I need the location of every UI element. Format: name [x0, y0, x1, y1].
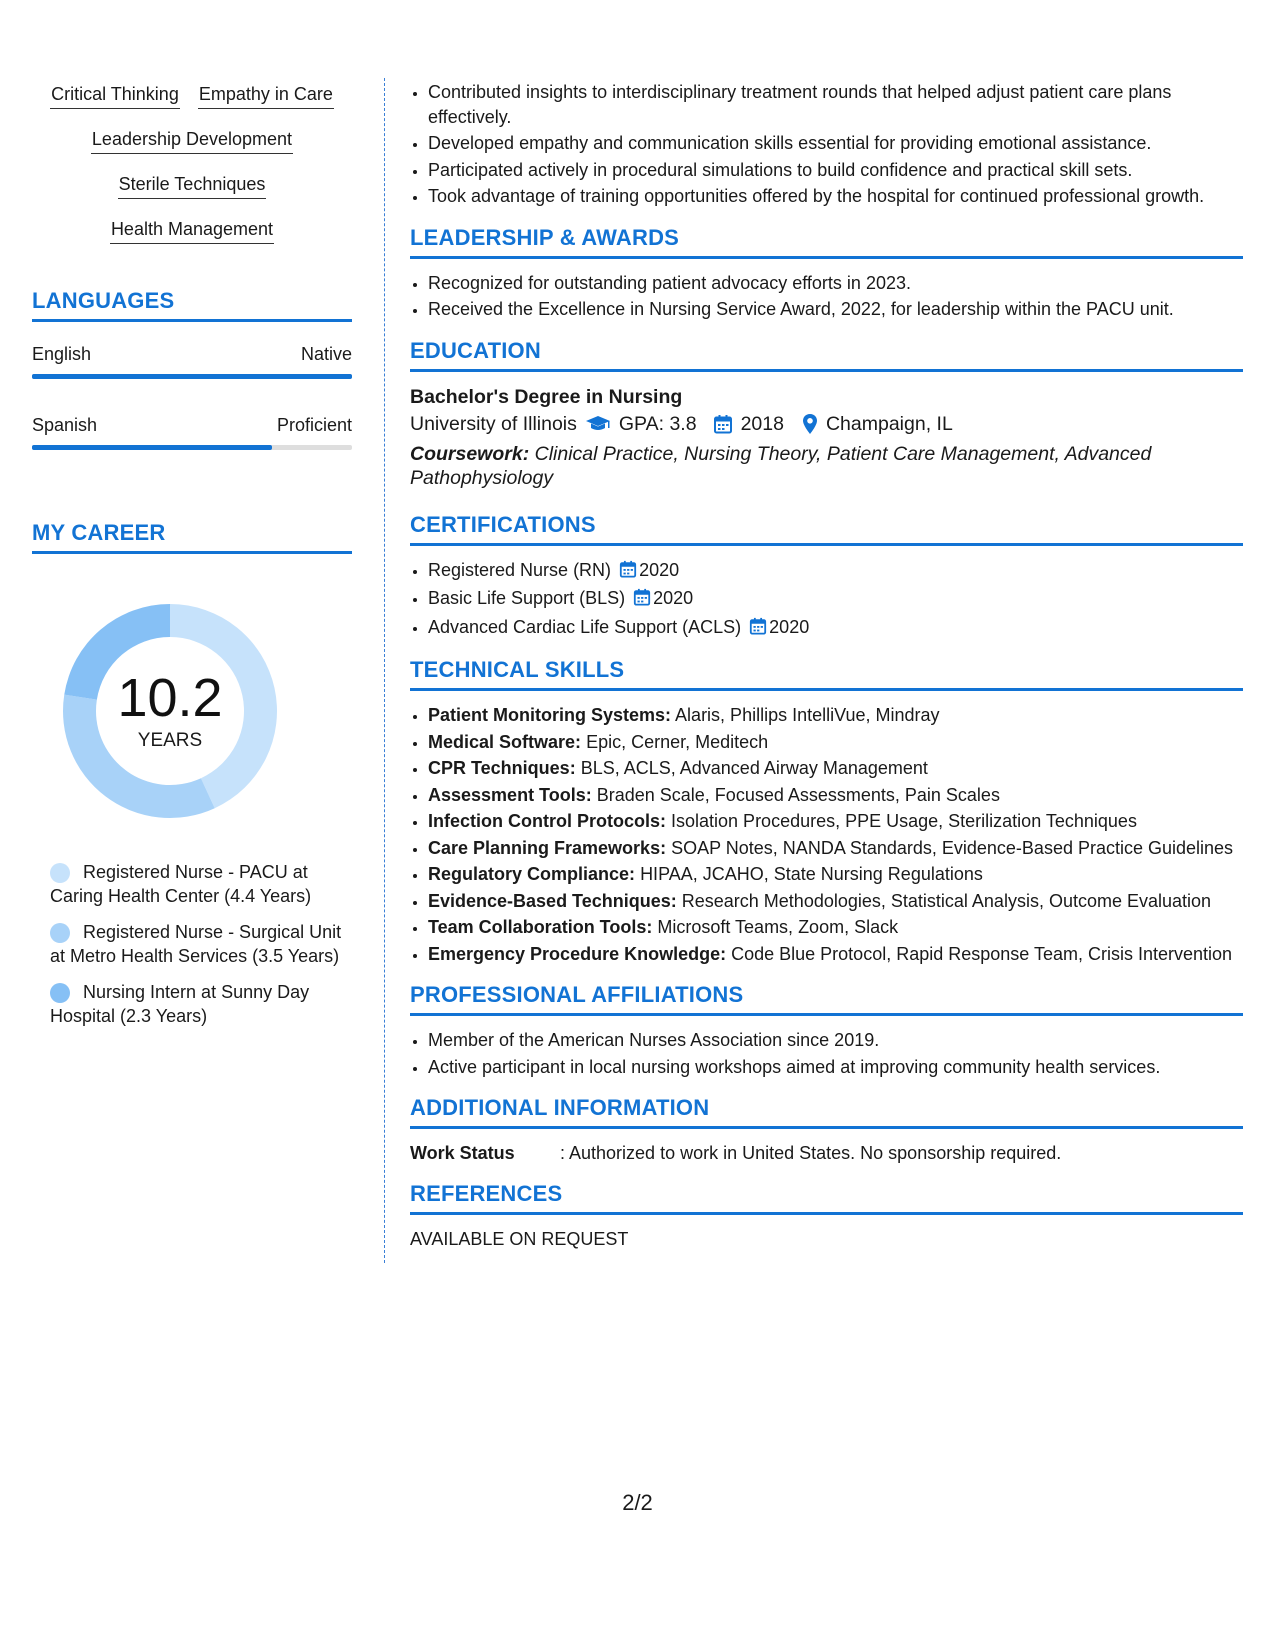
skill-item	[428, 703, 1243, 728]
certification-item	[428, 586, 1243, 613]
skill-tag: Sterile Techniques	[118, 172, 267, 199]
language-bar-fill	[32, 445, 272, 450]
references-section	[410, 1181, 1243, 1251]
skill-tag: Health Management	[110, 217, 274, 244]
language-bar-fill	[32, 374, 352, 379]
skill-tag: Critical Thinking	[50, 82, 180, 109]
skill-label: Care Planning Frameworks:	[428, 837, 667, 858]
list-item: • Took advantage of training opportunities offered by the hospital for continued professional growth.	[428, 184, 1243, 209]
references-title: REFERENCES	[410, 1181, 1243, 1215]
skill-label: Regulatory Compliance:	[428, 864, 636, 884]
technical-skills-section	[410, 657, 1243, 966]
degree: Bachelor's Degree in Nursing	[410, 385, 683, 408]
career-legend-item	[50, 860, 352, 908]
skill-tag: Leadership Development	[91, 127, 293, 154]
left-column	[32, 82, 352, 1040]
education-title: EDUCATION	[410, 338, 1243, 372]
certification-year: 2020	[769, 616, 810, 637]
affiliations-section	[410, 982, 1243, 1079]
skill-item	[428, 915, 1243, 940]
skill-value: Microsoft Teams, Zoom, Slack	[657, 917, 899, 937]
skill-value: Research Methodologies, Statistical Analysis, Outcome Evaluation	[681, 890, 1212, 911]
language-bar	[32, 374, 352, 379]
language-name: Spanish	[32, 415, 98, 435]
career-legend-item	[50, 980, 352, 1028]
career-total-years: 10.2	[117, 668, 223, 728]
career-legend	[32, 860, 352, 1028]
calendar-icon	[633, 588, 651, 613]
skill-item	[428, 809, 1243, 834]
experience-bullets	[410, 80, 1243, 209]
legend-label: Registered Nurse - Surgical Unit at Metro Health Services (3.5 Years)	[50, 922, 342, 966]
graduation-year: 2018	[740, 412, 784, 435]
skill-value: Code Blue Protocol, Rapid Response Team, Crisis Intervention	[731, 943, 1233, 964]
awards-section	[410, 225, 1243, 322]
page-number: 2/2	[622, 1490, 653, 1515]
education-section	[410, 338, 1243, 490]
languages-title: LANGUAGES	[32, 288, 352, 322]
list-item: • Member of the American Nurses Association since 2019.	[428, 1028, 1243, 1053]
language-level: Native	[300, 344, 352, 364]
career-section	[32, 520, 352, 1028]
skill-item	[428, 730, 1243, 755]
skill-label: CPR Techniques:	[428, 758, 576, 778]
legend-dot	[50, 983, 70, 1003]
skill-value: SOAP Notes, NANDA Standards, Evidence-Based Practice Guidelines	[671, 837, 1234, 858]
career-donut-chart	[55, 596, 285, 826]
career-years-unit: YEARS	[137, 730, 203, 751]
skill-tag: Empathy in Care	[198, 82, 334, 109]
legend-dot	[50, 923, 70, 943]
certifications-title: CERTIFICATIONS	[410, 512, 1243, 546]
graduation-cap-icon	[585, 415, 611, 433]
coursework	[410, 442, 1243, 490]
skill-value: Isolation Procedures, PPE Usage, Sterilization Techniques	[671, 811, 1137, 831]
calendar-icon	[619, 560, 637, 585]
calendar-icon	[713, 414, 733, 434]
skill-label: Emergency Procedure Knowledge:	[428, 943, 727, 964]
skill-value: HIPAA, JCAHO, State Nursing Regulations	[640, 864, 983, 884]
location: Champaign, IL	[825, 412, 953, 435]
language-spanish	[32, 413, 352, 450]
right-column	[410, 80, 1243, 1251]
language-bar	[32, 445, 352, 450]
career-title: MY CAREER	[32, 520, 352, 554]
list-item: • Participated actively in procedural simulations to build confidence and practical skill sets.	[428, 158, 1243, 183]
skill-value: Alaris, Phillips IntelliVue, Mindray	[675, 705, 940, 725]
awards-title: LEADERSHIP & AWARDS	[410, 225, 1243, 259]
location-pin-icon	[802, 413, 818, 435]
certification-year: 2020	[653, 588, 694, 608]
coursework-list: Clinical Practice, Nursing Theory, Patient Care Management, Advanced Pathophysiology	[410, 442, 1152, 489]
certification-name: Basic Life Support (BLS)	[428, 588, 626, 608]
list-item: • Received the Excellence in Nursing Service Award, 2022, for leadership within the PACU unit.	[428, 297, 1243, 322]
list-item: • Active participant in local nursing workshops aimed at improving community health services.	[428, 1055, 1243, 1080]
column-divider	[384, 78, 385, 1263]
skill-value: Braden Scale, Focused Assessments, Pain Scales	[596, 784, 1000, 805]
gpa: GPA: 3.8	[618, 412, 697, 435]
list-item: • Recognized for outstanding patient advocacy efforts in 2023.	[428, 271, 1243, 296]
references-text: AVAILABLE ON REQUEST	[410, 1229, 629, 1249]
certification-name: Registered Nurse (RN)	[428, 559, 612, 580]
list-item: • Contributed insights to interdisciplinary treatment rounds that helped adjust patient care plans effectively.	[428, 80, 1243, 129]
work-status-value: : Authorized to work in United States. No sponsorship required.	[560, 1143, 1062, 1163]
language-name: English	[32, 344, 92, 364]
skill-value: Epic, Cerner, Meditech	[586, 731, 769, 752]
skill-item	[428, 783, 1243, 808]
languages-section	[32, 288, 352, 450]
skill-label: Team Collaboration Tools:	[428, 917, 653, 937]
certification-item	[428, 615, 1243, 642]
work-status-label: Work Status	[410, 1143, 515, 1163]
legend-label: Registered Nurse - PACU at Caring Health Center (4.4 Years)	[50, 862, 312, 906]
list-item: • Developed empathy and communication skills essential for providing emotional assistance.	[428, 131, 1243, 156]
additional-info-section	[410, 1095, 1243, 1165]
affiliations-title: PROFESSIONAL AFFILIATIONS	[410, 982, 1243, 1016]
skill-item	[428, 862, 1243, 887]
skill-tags	[32, 82, 352, 244]
skill-item	[428, 942, 1243, 967]
skill-item	[428, 756, 1243, 781]
education-details	[410, 410, 1243, 438]
career-legend-item	[50, 920, 352, 968]
skill-label: Evidence-Based Techniques:	[428, 890, 677, 911]
language-level: Proficient	[276, 415, 352, 435]
additional-info-title: ADDITIONAL INFORMATION	[410, 1095, 1243, 1129]
skill-item	[428, 836, 1243, 861]
skill-label: Infection Control Protocols:	[428, 811, 666, 831]
calendar-icon	[749, 617, 767, 642]
legend-label: Nursing Intern at Sunny Day Hospital (2.3 Years)	[50, 982, 310, 1026]
certifications-section	[410, 512, 1243, 642]
certification-item	[428, 558, 1243, 585]
coursework-label: Coursework:	[410, 442, 530, 465]
skill-value: BLS, ACLS, Advanced Airway Management	[580, 758, 928, 778]
certification-name: Advanced Cardiac Life Support (ACLS)	[428, 616, 742, 637]
skill-label: Patient Monitoring Systems:	[428, 705, 672, 725]
legend-dot	[50, 863, 70, 883]
certification-year: 2020	[639, 559, 680, 580]
language-english	[32, 342, 352, 379]
technical-skills-title: TECHNICAL SKILLS	[410, 657, 1243, 691]
school-name: University of Illinois	[410, 412, 577, 435]
skill-item	[428, 889, 1243, 914]
skill-label: Assessment Tools:	[428, 784, 592, 805]
skill-label: Medical Software:	[428, 731, 582, 752]
